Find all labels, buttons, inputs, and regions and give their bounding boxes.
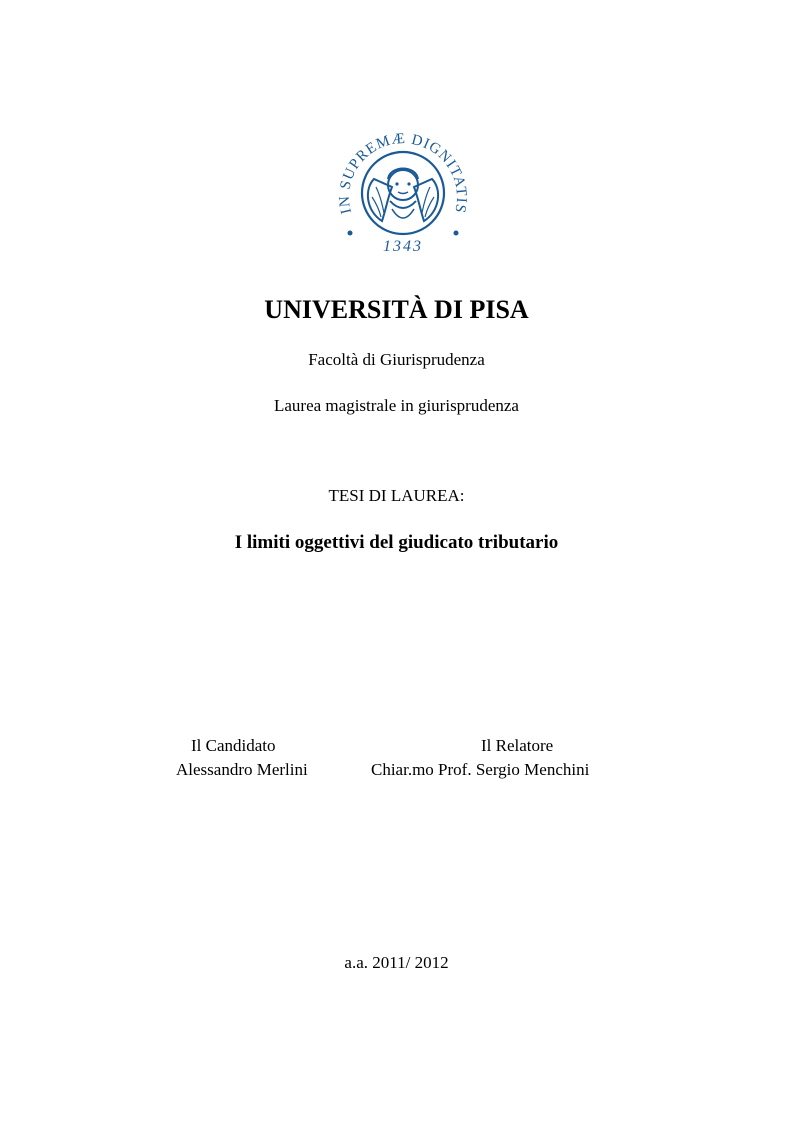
seal-emblem [330,125,476,257]
academic-year: a.a. 2011/ 2012 [344,953,449,972]
faculty-name: Facoltà di Giurisprudenza [308,350,485,369]
relatore-label: Il Relatore [481,736,554,755]
university-seal-logo [330,125,476,257]
thesis-title: I limiti oggettivi del giudicato tributario [234,532,559,553]
degree-program: Laurea magistrale in giurisprudenza [274,396,519,415]
relatore-name: Chiar.mo Prof. Sergio Menchini [371,760,590,779]
candidate-name: Alessandro Merlini [176,760,308,779]
university-name: UNIVERSITÀ DI PISA [264,295,529,324]
seal-motto: IN SUPREMÆ DIGNITATIS [336,130,470,216]
thesis-label: TESI DI LAUREA: [328,486,465,505]
candidate-label: Il Candidato [191,736,276,755]
seal-year: 1343 [383,238,423,255]
